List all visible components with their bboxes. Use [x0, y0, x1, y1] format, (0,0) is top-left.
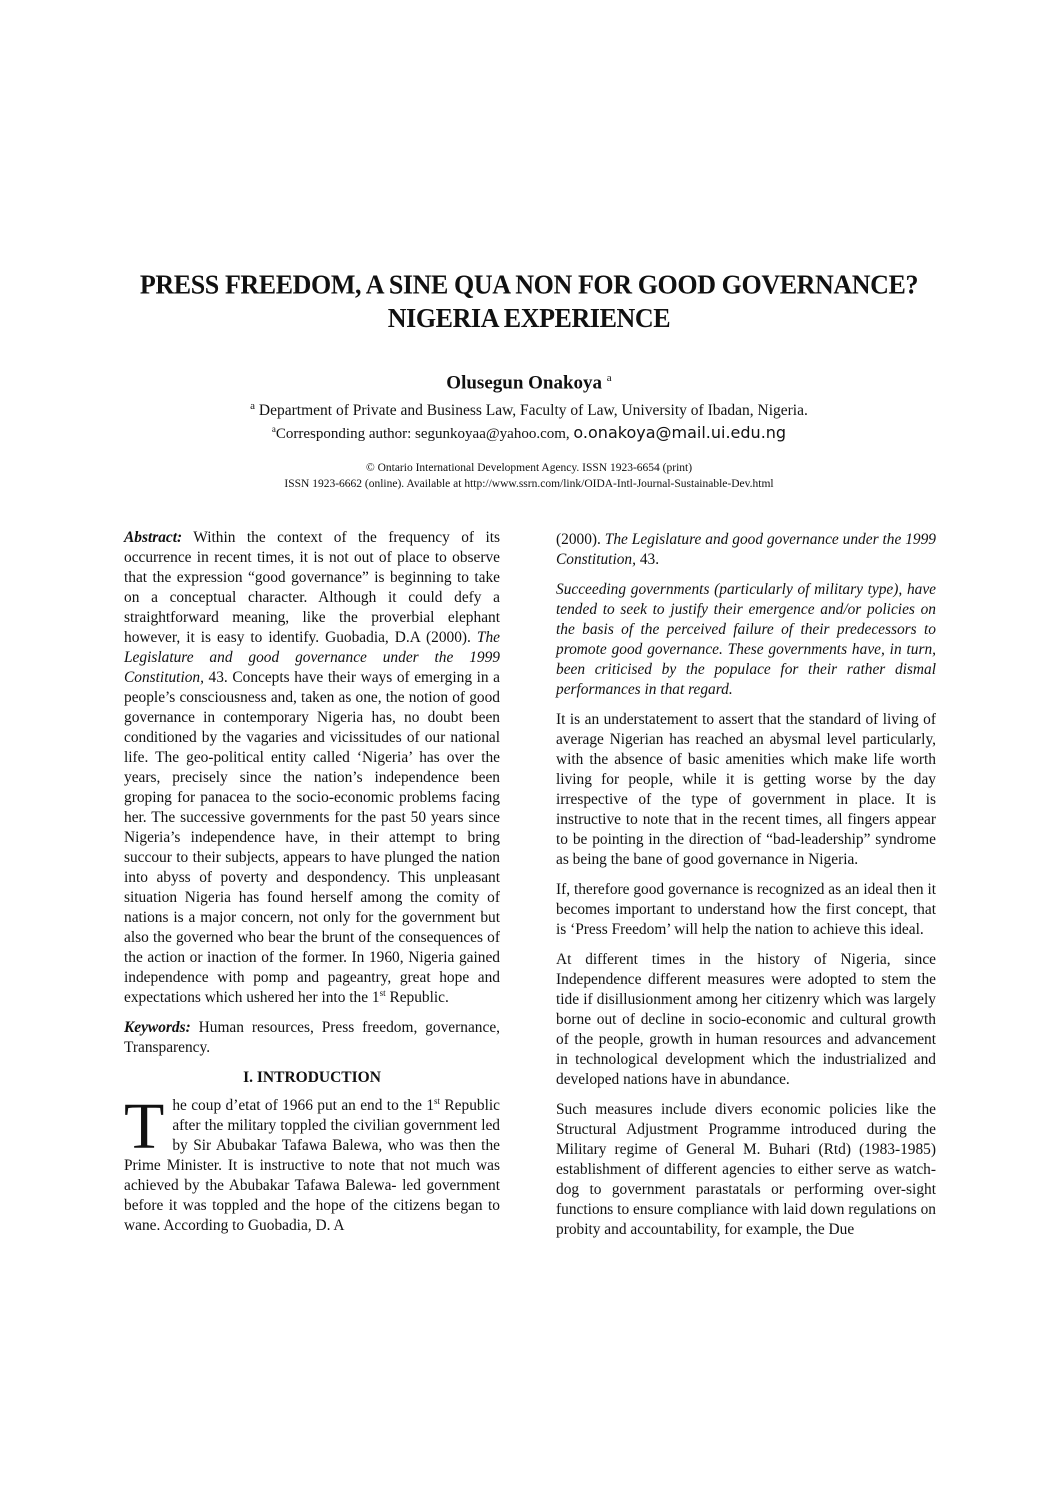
paper-title — [0, 268, 1058, 335]
intro-ordinal: st — [434, 1095, 441, 1106]
affiliation-superscript: a — [250, 400, 256, 412]
keywords-text: Human resources, Press freedom, governance, Transparency. — [124, 1019, 500, 1056]
issn-line-2: ISSN 1923-6662 (online). Available at http://www.ssrn.com/link/OIDA-Intl-Journal-Sustainable-Dev.html — [284, 478, 774, 490]
left-column — [124, 528, 500, 1246]
title-line-1: PRESS FREEDOM, A SINE QUA NON FOR GOOD GOVERNANCE? — [139, 269, 919, 300]
corresponding-label: Corresponding author: segunkoyaa@yahoo.com, — [275, 426, 570, 442]
author-text: Olusegun Onakoya — [446, 372, 603, 394]
corresponding-author — [0, 418, 1058, 445]
corresponding-superscript: a — [271, 424, 276, 434]
author-name — [0, 367, 1058, 394]
abstract-text-1: Within the context of the frequency of its occurrence in recent times, it is not out of place to observe that the expression “good governance” is beginning to take on a conceptual character. Although it could defy a straightforward meaning, like the proverbial elephant however, it is easy to identify. Guobadia, D.A (2000). — [124, 529, 500, 646]
abstract-text-2: 43. Concepts have their ways of emerging in a people’s consciousness and, taken as one, the notion of good governance in contemporary Nigeria has, no doubt been conditioned by the vagaries and vicissitudes of our national life. The geo-political entity called ‘Nigeria’ has over the years, precisely since the nation’s independence been groping for panacea to the socio-economic problems facing her. The successive governments for the past 50 years since Nigeria’s independence have, in their attempt to bring succour to their subjects, appears to have plunged the nation into abyss of poverty and despondency. This unpleasant situation Nigeria has found herself among the comity of nations is a major concern, not only for the government but also the governed who bear the brunt of the consequences of the action or inaction of the former. In 1960, Nigeria gained independence with pomp and pageantry, great hope and expectations which ushered her into the 1 — [124, 669, 500, 1006]
section-heading-introduction: I. INTRODUCTION — [243, 1069, 381, 1086]
body-paragraph-4: Such measures include divers economic policies like the Structural Adjustment Programme introduced during the Military regime of General M. Buhari (Rtd) (1983-1985) establishment of different agencies to either serve as watch-dog to government parastatals or performing over-sight functions to ensure compliance with laid down regulations on probity and accountability, for example, the Due — [556, 1101, 936, 1238]
body-paragraph-2: If, therefore good governance is recognized as an ideal then it becomes important to understand how the first concept, that is ‘Press Freedom’ will help the nation to achieve this ideal. — [556, 881, 936, 938]
body-paragraph-1: It is an understatement to assert that the standard of living of average Nigerian has reached an abysmal level particularly, with the absence of basic amenities which make life worth living for people, while it is getting worse by the day irrespective of the type of government in place. It is instructive to note that in the recent times, all fingers appear to be pointing in the direction of “bad-leadership” syndrome as being the bane of good governance in Nigeria. — [556, 711, 936, 868]
affiliation-text: Department of Private and Business Law, Faculty of Law, University of Ibadan, Nigeria. — [258, 402, 808, 420]
citation-year: (2000). — [556, 531, 605, 548]
abstract-text-3: Republic. — [385, 989, 449, 1006]
quote-paragraph: Succeeding governments (particularly of military type), have tended to seek to justify their emergence and/or policies on the basis of the perceived failure of their predecessors to promote good governance. These governments have, in turn, been criticised by the populace for their rather dismal performances in that regard. — [556, 581, 936, 698]
corresponding-email-link[interactable]: o.onakoya@mail.ui.edu.ng — [573, 423, 787, 442]
keywords-label: Keywords: — [124, 1019, 191, 1036]
intro-text-2: Republic after the military toppled the civilian government led by Sir Abubakar Tafawa Balewa, who was then the Prime Minister. It is instructive to note that not much was achieved by the Abubakar Tafawa Balewa- led government before it was toppled and the hope of the citizens began to wane. According to Guobadia, D. A — [124, 1097, 500, 1234]
abstract-label: Abstract: — [124, 529, 183, 546]
abstract-citation: The Legislature and good governance under the 1999 Constitution, — [124, 629, 500, 686]
intro-paragraph — [124, 1090, 500, 1236]
citation-page: 43. — [635, 551, 660, 568]
citation-continuation — [556, 530, 936, 570]
author-superscript: a — [606, 372, 612, 384]
intro-text-1: he coup d’etat of 1966 put an end to the 1 — [172, 1097, 435, 1114]
abstract-ordinal: st — [379, 987, 386, 998]
abstract-paragraph — [124, 528, 500, 1008]
keywords-paragraph — [124, 1018, 500, 1058]
issn-notice — [0, 460, 1058, 492]
drop-cap: T — [124, 1090, 165, 1163]
title-line-2: NIGERIA EXPERIENCE — [387, 303, 671, 334]
citation-title: The Legislature and good governance under the 1999 Constitution, — [556, 531, 936, 568]
body-paragraph-3: At different times in the history of Nigeria, since Independence different measures were adopted to stem the tide if disillusionment among her citizenry which was largely borne out of decline in socio-economic and cultural growth of the people, growth in human resources and advancement in technological development which the industrialized and developed nations have in abundance. — [556, 951, 936, 1088]
issn-line-1: © Ontario International Development Agency. ISSN 1923-6654 (print) — [365, 462, 693, 474]
right-column — [556, 530, 936, 1250]
